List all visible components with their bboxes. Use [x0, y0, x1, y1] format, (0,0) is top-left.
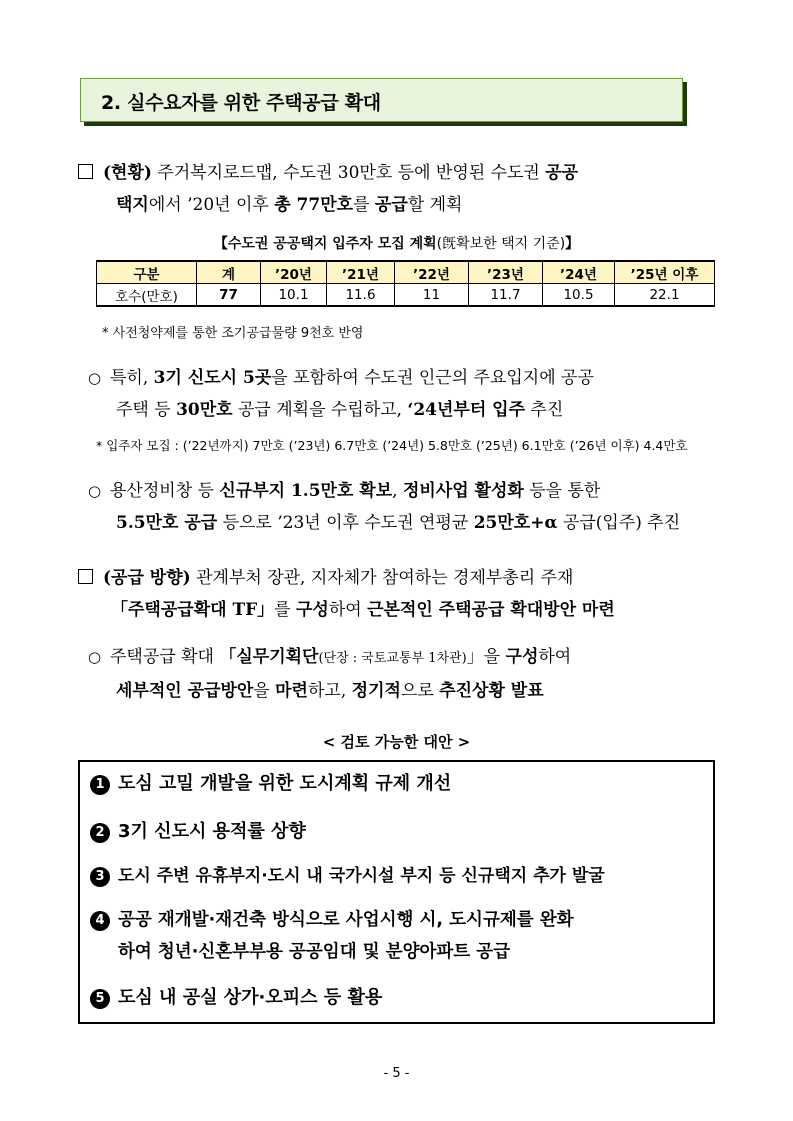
alternative-text: 3기 신도시 용적률 상향: [118, 821, 306, 842]
bullet-line-1: [88, 362, 594, 394]
status-text: 에서 ’20년 이후: [148, 195, 275, 215]
number-5-icon: 5: [90, 989, 110, 1009]
bullet-line-2: [88, 675, 571, 707]
alternative-item-2: [90, 816, 306, 848]
alternative-text: 공공 재개발·재건축 방식으로 사업시행 시, 도시규제를 완화: [118, 910, 574, 930]
table-header-cell: ’25년 이후: [615, 261, 715, 284]
alternative-text: 도시 주변 유휴부지·도시 내 국가시설 부지 등 신규택지 추가 발굴: [118, 866, 605, 886]
direction-bold: 「주택공급확대 TF」: [111, 600, 275, 620]
bullet-text: 주택공급 확대: [110, 647, 220, 667]
bullet-bold: 정기적: [351, 681, 401, 701]
bullet-text: 을: [253, 681, 276, 701]
table-cell: 11.7: [469, 284, 543, 307]
alternative-text: 도심 고밀 개발을 위한 도시계획 규제 개선: [118, 773, 452, 794]
table-title: [0, 233, 793, 253]
table-cell: 10.5: [543, 284, 615, 307]
table-cell: 77: [197, 284, 261, 307]
alternative-item-5: [90, 982, 382, 1014]
bullet-line-1: [88, 475, 680, 507]
bullet-bold: 정비사업 활성화: [402, 481, 524, 501]
status-bold: 총 77만호: [274, 195, 354, 215]
table-title-end: 】: [565, 236, 580, 252]
bullet-bold: 신규부지 1.5만호 확보: [219, 481, 393, 501]
square-bullet-icon: [78, 164, 93, 179]
bullet-small: (단장 : 국토교통부 1차관): [318, 651, 467, 666]
status-line-2: [78, 189, 578, 221]
section-title: 2. 실수요자를 위한 주택공급 확대: [101, 92, 381, 114]
table-header-cell: ’20년: [261, 261, 327, 284]
alternatives-box: [78, 760, 715, 1024]
bullet-text: 하여: [538, 647, 572, 667]
number-4-icon: 4: [90, 911, 110, 931]
bullet-bold: 마련: [275, 681, 308, 701]
bullet-text: 추진: [525, 400, 564, 420]
table-row: [97, 284, 715, 307]
table-header-cell: 구분: [97, 261, 197, 284]
bullet-text: 」을: [466, 647, 506, 667]
direction-text: 를: [274, 600, 296, 620]
alternative-item-4: [90, 904, 574, 968]
bullet-line-2: [88, 507, 680, 539]
table-header-cell: ’23년: [469, 261, 543, 284]
bullet-text: 특히,: [110, 368, 154, 388]
bullet-text: 하고,: [307, 681, 352, 701]
direction-label: (공급 방향): [103, 568, 191, 588]
footnote-early-supply: * 사전청약제를 통한 조기공급물량 9천호 반영: [102, 326, 364, 341]
table-header-cell: ’21년: [327, 261, 395, 284]
bullet-bold: 구성: [505, 647, 539, 667]
status-label: (현황): [103, 163, 152, 183]
status-paragraph: [78, 157, 578, 221]
bullet-bold: 3기 신도시 5곳: [153, 368, 272, 388]
bullet-new-sites: [88, 475, 680, 539]
circle-bullet-icon: ○: [88, 369, 102, 387]
table-header-cell: ’24년: [543, 261, 615, 284]
bullet-text: 용산정비창 등: [110, 481, 220, 501]
status-text: 를: [353, 195, 375, 215]
alternative-text: 도심 내 공실 상가·오피스 등 활용: [118, 987, 383, 1008]
bullet-bold: 30만호: [176, 400, 233, 420]
number-2-icon: 2: [90, 823, 110, 843]
bullet-text: 공급(입주) 추진: [557, 513, 681, 533]
direction-text: 관계부처 장관, 지자체가 참여하는 경제부총리 주재: [190, 568, 574, 588]
bullet-bold: 25만호+α: [473, 513, 558, 533]
status-text: 주거복지로드맵, 수도권 30만호 등에 반영된 수도권: [151, 163, 546, 183]
status-bold: 공공: [545, 163, 579, 183]
direction-paragraph: [78, 562, 615, 626]
bullet-text: 주택 등: [116, 400, 177, 420]
direction-line-1: [78, 562, 615, 594]
table-cell: 10.1: [261, 284, 327, 307]
table-header-cell: 계: [197, 261, 261, 284]
table-cell: 11: [395, 284, 469, 307]
section-header-box: [80, 78, 683, 122]
circle-bullet-icon: ○: [88, 648, 102, 666]
table-cell: 11.6: [327, 284, 395, 307]
bullet-line-1: [88, 641, 571, 675]
page-number: - 5 -: [383, 1066, 410, 1081]
direction-bold: 구성: [296, 600, 329, 620]
bullet-line-2: [88, 394, 594, 426]
direction-bold: 근본적인 주택공급 확대방안 마련: [367, 600, 615, 620]
number-3-icon: 3: [90, 867, 110, 887]
bullet-bold: 5.5만호 공급: [116, 513, 218, 533]
bullet-bold: 「실무기획단: [219, 647, 319, 667]
supply-plan-table: [96, 260, 715, 307]
bullet-bold: 세부적인 공급방안: [116, 681, 254, 701]
bullet-task-force: [88, 641, 571, 707]
status-bold: 택지: [116, 195, 149, 215]
bullet-bold: ‘24년부터 입주: [407, 400, 526, 420]
alternative-item-3: [90, 860, 605, 892]
status-bold: 공급: [374, 195, 408, 215]
table-cell: 22.1: [615, 284, 715, 307]
table-cell: 호수(만호): [97, 284, 197, 307]
status-line-1: [78, 157, 578, 189]
status-text: 할 계획: [407, 195, 463, 215]
square-bullet-icon: [78, 569, 93, 584]
alternatives-title: < 검토 가능한 대안 >: [322, 733, 471, 751]
direction-line-2: [78, 594, 615, 626]
bullet-bold: 추진상황 발표: [439, 681, 544, 701]
bullet-text: 공급 계획을 수립하고,: [232, 400, 408, 420]
table-header-row: [97, 261, 715, 284]
number-1-icon: 1: [90, 775, 110, 795]
bullet-new-towns: [88, 362, 594, 426]
table-title-normal: (旣확보한 택지 기준): [436, 236, 566, 252]
footnote-recruitment: * 입주자 모집 : (’22년까지) 7만호 (’23년) 6.7만호 (’24년) 5.8만호 (’25년) 6.1만호 (’26년 이후) 4.4만호: [96, 438, 688, 453]
table-header-cell: ’22년: [395, 261, 469, 284]
bullet-text: 등으로 ’23년 이후 수도권 연평균: [217, 513, 474, 533]
circle-bullet-icon: ○: [88, 482, 102, 500]
bullet-text: 으로: [400, 681, 440, 701]
alternative-text-continued: 하여 청년·신혼부부용 공공임대 및 분양아파트 공급: [118, 942, 511, 962]
direction-text: 하여: [328, 600, 368, 620]
alternative-item-1: [90, 768, 451, 800]
bullet-text: 등을 통한: [523, 481, 601, 501]
bullet-text: 을 포함하여 수도권 인근의 주요입지에 공공: [271, 368, 594, 388]
bullet-text: ,: [392, 481, 403, 501]
table-title-bold: 【수도권 공공택지 입주자 모집 계획: [213, 236, 437, 252]
